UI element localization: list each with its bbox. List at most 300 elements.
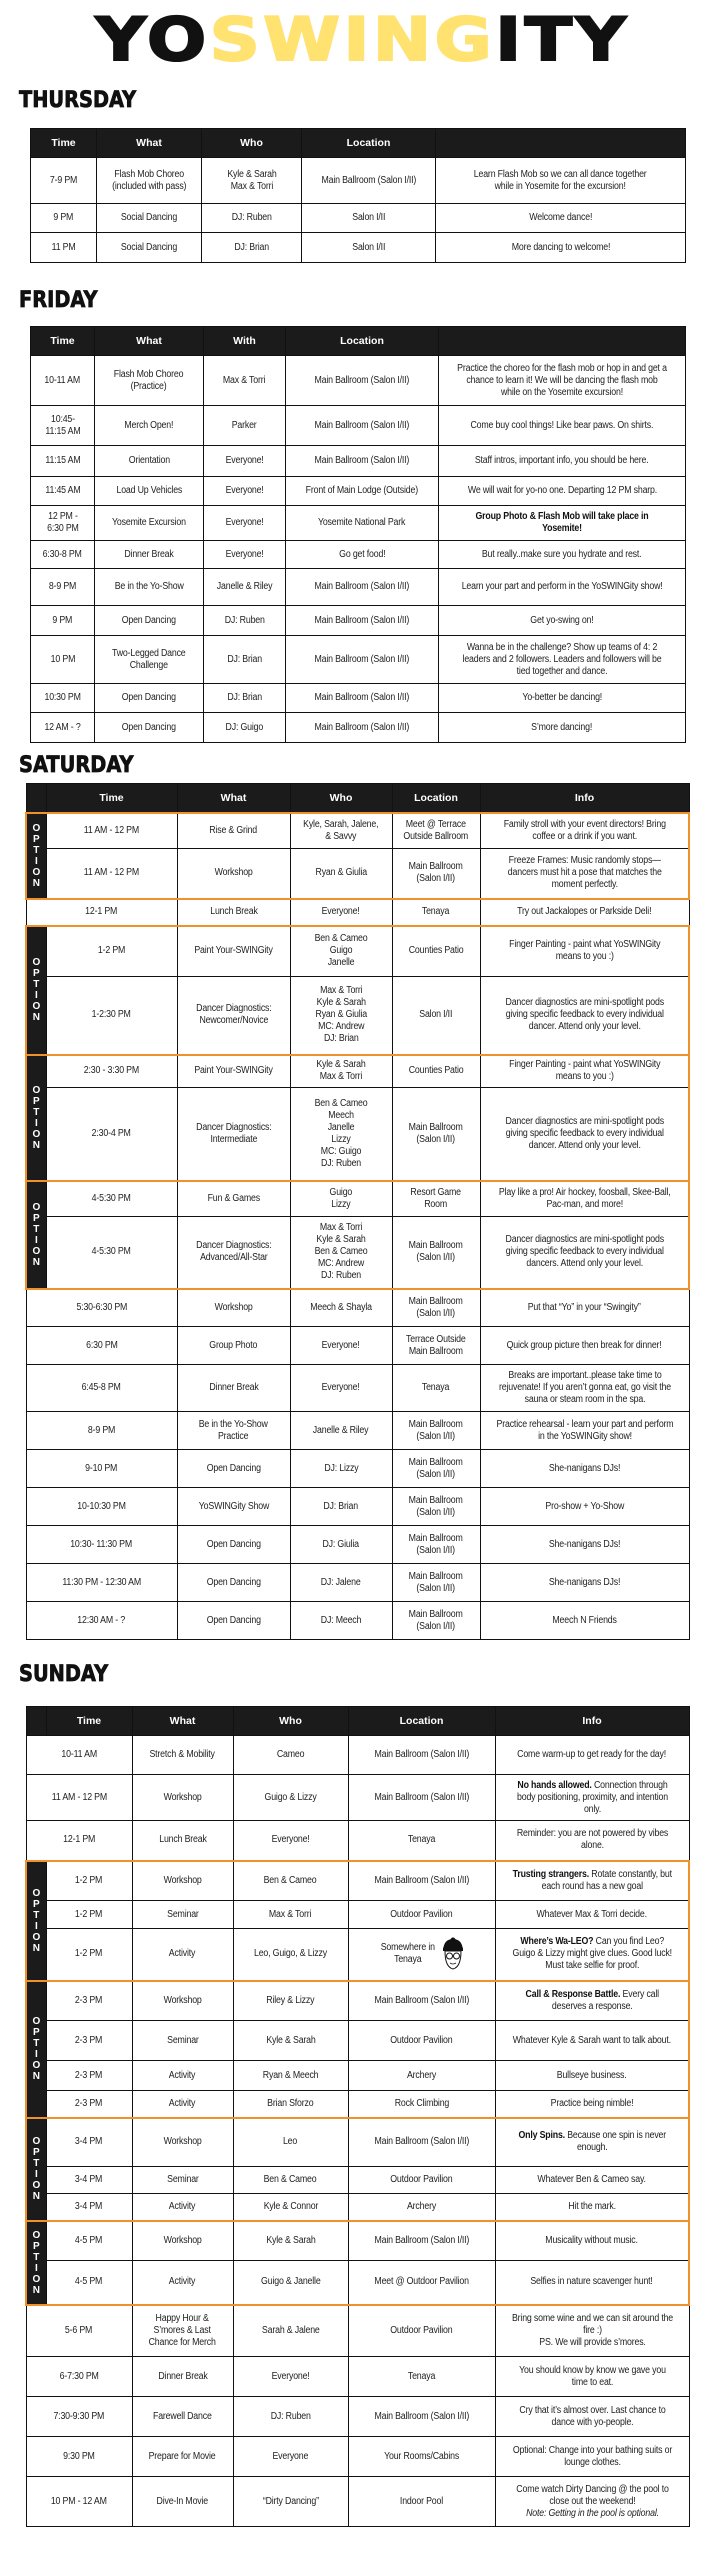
cell-info bbox=[495, 1821, 689, 1861]
what-text: Rise & Grind bbox=[209, 824, 258, 836]
location-text: Tenaya bbox=[407, 2370, 436, 2382]
info-text bbox=[529, 212, 592, 224]
cell-who bbox=[290, 1450, 392, 1488]
option-label-text: O P T I O N bbox=[32, 2136, 41, 2202]
what-text: Dive-In Movie bbox=[156, 2495, 209, 2507]
cell-location bbox=[392, 1055, 480, 1088]
cell-time bbox=[26, 1821, 132, 1861]
cell-who bbox=[290, 813, 392, 849]
cell-what bbox=[132, 2477, 233, 2527]
cell-what bbox=[132, 1775, 233, 1821]
who-text: Ben & Cameo bbox=[264, 2174, 317, 2185]
time-text: 2-3 PM bbox=[75, 2097, 103, 2109]
table-row bbox=[26, 899, 689, 926]
cell-location bbox=[392, 1450, 480, 1488]
table-row bbox=[26, 2477, 689, 2527]
cell-time bbox=[31, 158, 97, 204]
location-text: Main Ballroom (Salon I/II) bbox=[409, 1456, 463, 1480]
who-text: Ben & Cameo Guigo Janelle bbox=[314, 933, 368, 969]
cell-info bbox=[495, 2261, 689, 2305]
cell-what bbox=[95, 684, 204, 713]
time-text: 10 PM - 12 AM bbox=[51, 2495, 107, 2507]
cell-time bbox=[26, 1602, 177, 1640]
cell-info bbox=[495, 2021, 689, 2061]
location-text: Tenaya bbox=[422, 1382, 450, 1393]
time-text: 1-2 PM bbox=[75, 1908, 103, 1920]
who-text: Everyone! bbox=[321, 1339, 361, 1351]
cell-info bbox=[439, 606, 686, 636]
cell-who bbox=[290, 926, 392, 977]
cell-location bbox=[348, 1901, 495, 1929]
time-text: 7-9 PM bbox=[49, 174, 78, 186]
cell-info bbox=[495, 1736, 689, 1775]
cell-location bbox=[348, 2061, 495, 2091]
column-header: Time bbox=[46, 784, 177, 813]
what-text: Open Dancing bbox=[121, 614, 177, 626]
what-text: Workshop bbox=[214, 1301, 253, 1313]
cell-who bbox=[204, 506, 286, 541]
who-text: DJ: Brian bbox=[234, 241, 269, 253]
column-header bbox=[26, 784, 46, 813]
cell-time bbox=[46, 2118, 132, 2167]
cell-time bbox=[46, 1181, 177, 1217]
info-text bbox=[531, 2276, 653, 2288]
table-row bbox=[26, 1602, 689, 1640]
what-text: Workshop bbox=[214, 867, 253, 879]
info-bold-text: Only Spins. bbox=[517, 2130, 565, 2142]
cell-info bbox=[436, 233, 686, 263]
info-text bbox=[496, 1419, 674, 1443]
cell-location bbox=[302, 158, 436, 204]
cell-info bbox=[495, 1861, 689, 1901]
what-text: Dinner Break bbox=[157, 2370, 208, 2382]
cell-what bbox=[177, 1289, 290, 1327]
info-body-text: S’more dancing! bbox=[531, 721, 593, 733]
table-row bbox=[26, 1821, 689, 1861]
info-text bbox=[496, 1234, 673, 1270]
cell-time bbox=[46, 2061, 132, 2091]
info-text bbox=[510, 2130, 674, 2154]
who-text: Janelle & Riley bbox=[216, 581, 273, 592]
info-text bbox=[546, 2235, 638, 2247]
time-text: 10-11 AM bbox=[44, 374, 81, 386]
table-row bbox=[31, 204, 686, 233]
cell-time bbox=[26, 2477, 132, 2527]
info-body-text: Yo-better be dancing! bbox=[522, 692, 602, 703]
what-text: Flash Mob Choreo (Practice) bbox=[114, 368, 184, 392]
who-text: DJ: Lizzy bbox=[323, 1462, 359, 1474]
time-text: 11:30 PM - 12:30 AM bbox=[62, 1576, 141, 1588]
option-label-text: O P T I O N bbox=[32, 822, 41, 889]
what-text: Dancer Diagnostics: Intermediate bbox=[195, 1121, 272, 1145]
column-header bbox=[26, 1707, 46, 1736]
location-text: Main Ballroom (Salon I/II) bbox=[314, 455, 410, 466]
info-text bbox=[475, 455, 649, 467]
who-text: DJ: Brian bbox=[227, 692, 262, 703]
cell-who bbox=[233, 2437, 348, 2477]
cell-time bbox=[46, 977, 177, 1055]
cell-time bbox=[26, 899, 177, 926]
who-text: Everyone! bbox=[321, 906, 361, 917]
friday-table bbox=[30, 326, 686, 743]
column-header: What bbox=[177, 784, 290, 813]
table-row bbox=[26, 849, 689, 899]
info-text bbox=[510, 1936, 674, 1972]
what-text: YoSWINGity Show bbox=[198, 1500, 269, 1512]
cell-who bbox=[204, 636, 286, 684]
cell-what bbox=[177, 1564, 290, 1602]
info-text bbox=[496, 1370, 674, 1406]
cell-who bbox=[233, 1861, 348, 1901]
time-text: 4-5 PM bbox=[75, 2276, 103, 2288]
cell-location bbox=[348, 2167, 495, 2194]
time-text: 6:30-8 PM bbox=[42, 548, 83, 560]
cell-what bbox=[132, 2021, 233, 2061]
cell-what bbox=[97, 158, 202, 204]
cell-location bbox=[392, 1365, 480, 1412]
cell-location bbox=[348, 2357, 495, 2397]
table-row bbox=[26, 2118, 689, 2167]
cell-location bbox=[392, 1289, 480, 1327]
cell-time bbox=[46, 2091, 132, 2118]
who-text: Guigo & Janelle bbox=[260, 2276, 321, 2288]
cell-info bbox=[480, 1289, 689, 1327]
info-text bbox=[557, 2070, 627, 2082]
cell-what bbox=[177, 1602, 290, 1640]
who-text: Ryan & Giulia bbox=[315, 867, 367, 879]
cell-location bbox=[348, 1736, 495, 1775]
cell-who bbox=[290, 1055, 392, 1088]
table-row bbox=[31, 636, 686, 684]
info-body-text: Come watch Dirty Dancing @ the pool to close out the weekend! bbox=[515, 2483, 669, 2507]
location-text: Main Ballroom (Salon I/II) bbox=[374, 1994, 469, 2006]
table-row bbox=[26, 1564, 689, 1602]
what-text: Happy Hour & S’mores & Last Chance for Merch bbox=[148, 2312, 217, 2348]
cell-who bbox=[204, 541, 286, 569]
what-text: Farewell Dance bbox=[153, 2410, 212, 2422]
cell-info bbox=[495, 1775, 689, 1821]
option-label bbox=[26, 1981, 46, 2118]
option-label-text: O P T I O N bbox=[32, 2016, 41, 2082]
cell-what bbox=[132, 2194, 233, 2221]
location-text: Salon I/II bbox=[419, 1009, 453, 1021]
info-body-text: We will wait for yo-no one. Departing 12 PM sharp. bbox=[467, 485, 657, 496]
location-text: Meet @ Terrace Outside Ballroom bbox=[403, 818, 469, 842]
who-text: Everyone! bbox=[225, 548, 264, 560]
column-header: Who bbox=[290, 784, 392, 813]
cell-info bbox=[480, 926, 689, 977]
info-body-text: Connection through body positioning, proximity, and intention only. bbox=[516, 1779, 668, 1815]
table-row bbox=[26, 2167, 689, 2194]
info-body-text: You should know by know we gave you time to eat. bbox=[518, 2364, 666, 2388]
title-part-yo: YO bbox=[95, 5, 210, 75]
info-text bbox=[530, 615, 593, 627]
table-row bbox=[26, 1775, 689, 1821]
time-text: 5:30-6:30 PM bbox=[76, 1301, 127, 1313]
time-text: 6:45-8 PM bbox=[81, 1382, 122, 1393]
cell-location bbox=[348, 2221, 495, 2261]
info-body-text: Bring some wine and we can sit around the fire :) PS. We will provide s’mores. bbox=[511, 2312, 673, 2348]
info-text bbox=[510, 2484, 675, 2520]
time-text: 8-9 PM bbox=[48, 581, 77, 592]
info-body-text: Family stroll with your event directors! Bring coffee or a drink if you want. bbox=[503, 818, 666, 842]
option-label bbox=[26, 1181, 46, 1289]
what-text: Dinner Break bbox=[124, 548, 174, 560]
cell-who bbox=[290, 849, 392, 899]
friday-heading: FRIDAY bbox=[19, 288, 98, 313]
cell-who bbox=[233, 1929, 348, 1981]
column-header: Location bbox=[348, 1707, 495, 1736]
cell-who bbox=[233, 2221, 348, 2261]
time-text: 4-5 PM bbox=[75, 2234, 103, 2246]
cell-info bbox=[439, 446, 686, 477]
cell-what bbox=[97, 204, 202, 233]
table-row bbox=[26, 2194, 689, 2221]
cell-what bbox=[95, 446, 204, 477]
cell-time bbox=[26, 1412, 177, 1450]
cell-who bbox=[233, 2261, 348, 2305]
location-text: Outdoor Pavilion bbox=[390, 1908, 453, 1920]
cell-what bbox=[177, 926, 290, 977]
who-text: DJ: Ruben bbox=[270, 2410, 311, 2422]
info-body-text: Whatever Kyle & Sarah want to talk about. bbox=[512, 2034, 671, 2046]
time-text: 6:30 PM bbox=[85, 1339, 118, 1351]
info-body-text: Wanna be in the challenge? Show up teams of 4: 2 leaders and 2 followers. Leaders and followers will be tied together and dance. bbox=[462, 641, 662, 677]
what-text: Group Photo bbox=[209, 1339, 258, 1351]
cell-info bbox=[495, 2437, 689, 2477]
cell-info bbox=[436, 204, 686, 233]
time-text: 3-4 PM bbox=[75, 2200, 103, 2212]
cell-who bbox=[233, 2194, 348, 2221]
column-header: Time bbox=[31, 129, 97, 158]
cell-what bbox=[177, 977, 290, 1055]
cell-info bbox=[480, 977, 689, 1055]
cell-info bbox=[495, 1929, 689, 1981]
cell-location bbox=[348, 1981, 495, 2021]
info-text bbox=[545, 1501, 624, 1513]
time-text: 12-1 PM bbox=[85, 906, 118, 917]
who-text: Max & Torri bbox=[223, 374, 266, 386]
cell-what bbox=[132, 2221, 233, 2261]
cell-time bbox=[26, 1365, 177, 1412]
who-text: Ben & Cameo Meech Janelle Lizzy MC: Guigo DJ: Ruben bbox=[314, 1097, 368, 1169]
who-text: Everyone bbox=[272, 2450, 309, 2462]
cell-who bbox=[233, 2118, 348, 2167]
table-row bbox=[31, 158, 686, 204]
location-text: Main Ballroom (Salon I/II) bbox=[374, 2136, 469, 2148]
cell-who bbox=[290, 899, 392, 926]
table-row bbox=[26, 1181, 689, 1217]
info-text bbox=[462, 581, 663, 593]
info-text bbox=[507, 1340, 662, 1352]
cell-time bbox=[31, 569, 95, 606]
table-header-row bbox=[26, 1707, 689, 1736]
cell-who bbox=[290, 977, 392, 1055]
info-bold-text: Group Photo & Flash Mob will take place in Yosemite! bbox=[475, 511, 649, 534]
table-row bbox=[26, 2305, 689, 2357]
info-text bbox=[538, 2174, 646, 2186]
info-body-text: Come buy cool things! Like bear paws. On shirts. bbox=[470, 419, 654, 431]
info-body-text: She-nanigans DJs! bbox=[548, 1538, 621, 1550]
info-body-text: Welcome dance! bbox=[529, 212, 592, 223]
location-text: Main Ballroom (Salon I/II) bbox=[314, 581, 410, 592]
cell-location bbox=[392, 1488, 480, 1526]
info-text bbox=[552, 1615, 616, 1627]
cell-what bbox=[132, 1929, 233, 1981]
time-text: 6-7:30 PM bbox=[59, 2370, 99, 2382]
cell-who bbox=[233, 1775, 348, 1821]
cell-location bbox=[392, 1181, 480, 1217]
what-text: Paint Your-SWINGity bbox=[194, 1065, 273, 1077]
location-text: Archery bbox=[406, 2200, 437, 2212]
location-text: Main Ballroom (Salon I/II) bbox=[374, 1791, 469, 1803]
info-text bbox=[496, 1187, 673, 1211]
location-with-icon bbox=[377, 1937, 467, 1971]
cell-time bbox=[31, 636, 95, 684]
cell-location bbox=[286, 684, 439, 713]
cell-what bbox=[95, 636, 204, 684]
what-text: Lunch Break bbox=[158, 1834, 207, 1846]
cell-info bbox=[439, 356, 686, 406]
info-text bbox=[513, 2035, 671, 2047]
who-text: Leo, Guigo, & Lizzy bbox=[254, 1948, 327, 1960]
info-body-text: Optional: Change into your bathing suits or lounge clothes. bbox=[512, 2444, 672, 2468]
cell-what bbox=[132, 2167, 233, 2194]
info-body-text: Play like a pro! Air hockey, foosball, Skee-Ball, Pac-man, and more! bbox=[498, 1186, 671, 1210]
cell-time bbox=[46, 1055, 177, 1088]
time-text: 2-3 PM bbox=[75, 2069, 103, 2081]
location-text: Go get food! bbox=[338, 548, 386, 560]
cell-what bbox=[132, 1981, 233, 2021]
info-body-text: Finger Painting - paint what YoSWINGity means to you :) bbox=[508, 939, 660, 963]
option-label bbox=[26, 813, 46, 899]
info-text bbox=[510, 1780, 675, 1816]
cell-what bbox=[177, 1412, 290, 1450]
column-header: With bbox=[204, 327, 286, 356]
cell-what bbox=[132, 2357, 233, 2397]
option-label-text: O P T I O N bbox=[32, 2229, 41, 2296]
time-text: 10:30- 11:30 PM bbox=[70, 1538, 133, 1550]
info-body-text: Whatever Max & Torri decide. bbox=[536, 1908, 647, 1920]
location-text: Main Ballroom (Salon I/II) bbox=[314, 374, 410, 386]
cell-location bbox=[392, 1088, 480, 1181]
info-body-text: Learn your part and perform in the YoSWINGity show! bbox=[461, 581, 663, 592]
cell-location bbox=[286, 541, 439, 569]
table-row bbox=[26, 2397, 689, 2437]
cell-info bbox=[480, 1217, 689, 1289]
option-label bbox=[26, 2118, 46, 2221]
table-row bbox=[26, 1981, 689, 2021]
cell-who bbox=[202, 158, 302, 204]
info-text bbox=[549, 1577, 620, 1589]
cell-who bbox=[202, 204, 302, 233]
cell-who bbox=[290, 1289, 392, 1327]
table-row bbox=[26, 1088, 689, 1181]
location-text: Main Ballroom (Salon I/II) bbox=[314, 614, 410, 626]
cell-what bbox=[95, 477, 204, 506]
who-text: Max & Torri Kyle & Sarah Ben & Cameo MC: Andrew DJ: Ruben bbox=[314, 1222, 368, 1282]
who-text: Everyone! bbox=[225, 455, 264, 466]
table-row bbox=[31, 684, 686, 713]
cell-info bbox=[439, 713, 686, 743]
column-header: Location bbox=[302, 129, 436, 158]
location-text: Main Ballroom (Salon I/II) bbox=[374, 1874, 469, 1886]
table-row bbox=[26, 1929, 689, 1981]
cell-info bbox=[480, 1564, 689, 1602]
what-text: Open Dancing bbox=[206, 1538, 261, 1550]
cell-location bbox=[392, 899, 480, 926]
cell-time bbox=[31, 477, 95, 506]
column-header: What bbox=[132, 1707, 233, 1736]
cell-time bbox=[46, 2261, 132, 2305]
cell-what bbox=[132, 2437, 233, 2477]
who-text: Kyle, Sarah, Jalene, & Savvy bbox=[303, 818, 379, 842]
cell-who bbox=[290, 1327, 392, 1365]
what-text: Open Dancing bbox=[121, 692, 177, 703]
cell-info bbox=[480, 899, 689, 926]
who-text: Kyle & Sarah Max & Torri bbox=[316, 1059, 366, 1083]
location-text: Main Ballroom (Salon I/II) bbox=[314, 692, 410, 703]
cell-time bbox=[26, 1327, 177, 1365]
cell-time bbox=[46, 2167, 132, 2194]
time-text: 8-9 PM bbox=[87, 1424, 116, 1436]
cell-location bbox=[286, 406, 439, 446]
time-text: 10 PM bbox=[50, 653, 75, 665]
location-text: Main Ballroom (Salon I/II) bbox=[409, 861, 463, 885]
cell-location bbox=[348, 2261, 495, 2305]
who-text: DJ: Guigo bbox=[225, 721, 264, 733]
cell-time bbox=[31, 506, 95, 541]
cell-info bbox=[480, 1526, 689, 1564]
table-row bbox=[26, 813, 689, 849]
cell-info bbox=[495, 2091, 689, 2118]
info-body-text: Musicality without music. bbox=[545, 2234, 638, 2246]
cell-who bbox=[204, 569, 286, 606]
location-text: Main Ballroom (Salon I/II) bbox=[374, 1749, 469, 1760]
table-row bbox=[31, 233, 686, 263]
who-text: Ryan & Meech bbox=[262, 2069, 319, 2081]
info-text bbox=[549, 1463, 620, 1475]
what-text: Open Dancing bbox=[121, 721, 177, 733]
cell-info bbox=[439, 636, 686, 684]
cell-time bbox=[46, 813, 177, 849]
option-label-text: O P T I O N bbox=[32, 1084, 41, 1151]
table-row bbox=[31, 356, 686, 406]
column-header: Who bbox=[233, 1707, 348, 1736]
location-text: Somewhere in Tenaya bbox=[380, 1942, 435, 1966]
what-text: Paint Your-SWINGity bbox=[194, 945, 273, 957]
cell-time bbox=[26, 1289, 177, 1327]
table-row bbox=[26, 1901, 689, 1929]
cell-info bbox=[439, 506, 686, 541]
cell-info bbox=[439, 684, 686, 713]
table-row bbox=[31, 606, 686, 636]
location-text: Main Ballroom (Salon I/II) bbox=[374, 2410, 469, 2422]
cell-who bbox=[290, 1365, 392, 1412]
what-text: Dancer Diagnostics: Newcomer/Novice bbox=[195, 1003, 272, 1027]
cell-location bbox=[302, 204, 436, 233]
cell-time bbox=[46, 1861, 132, 1901]
what-text: Flash Mob Choreo (included with pass) bbox=[111, 168, 187, 192]
who-text: Max & Torri Kyle & Sarah Ryan & Giulia MC: Andrew DJ: Brian bbox=[315, 985, 367, 1045]
info-body-text: Every call deserves a response. bbox=[551, 1988, 659, 2012]
table-header-row bbox=[31, 327, 686, 356]
option-label-text: O P T I O N bbox=[32, 957, 41, 1023]
cell-who bbox=[233, 2021, 348, 2061]
table-row bbox=[26, 1450, 689, 1488]
info-body-text: Practice being nimble! bbox=[550, 2097, 634, 2109]
cell-what bbox=[177, 1181, 290, 1217]
